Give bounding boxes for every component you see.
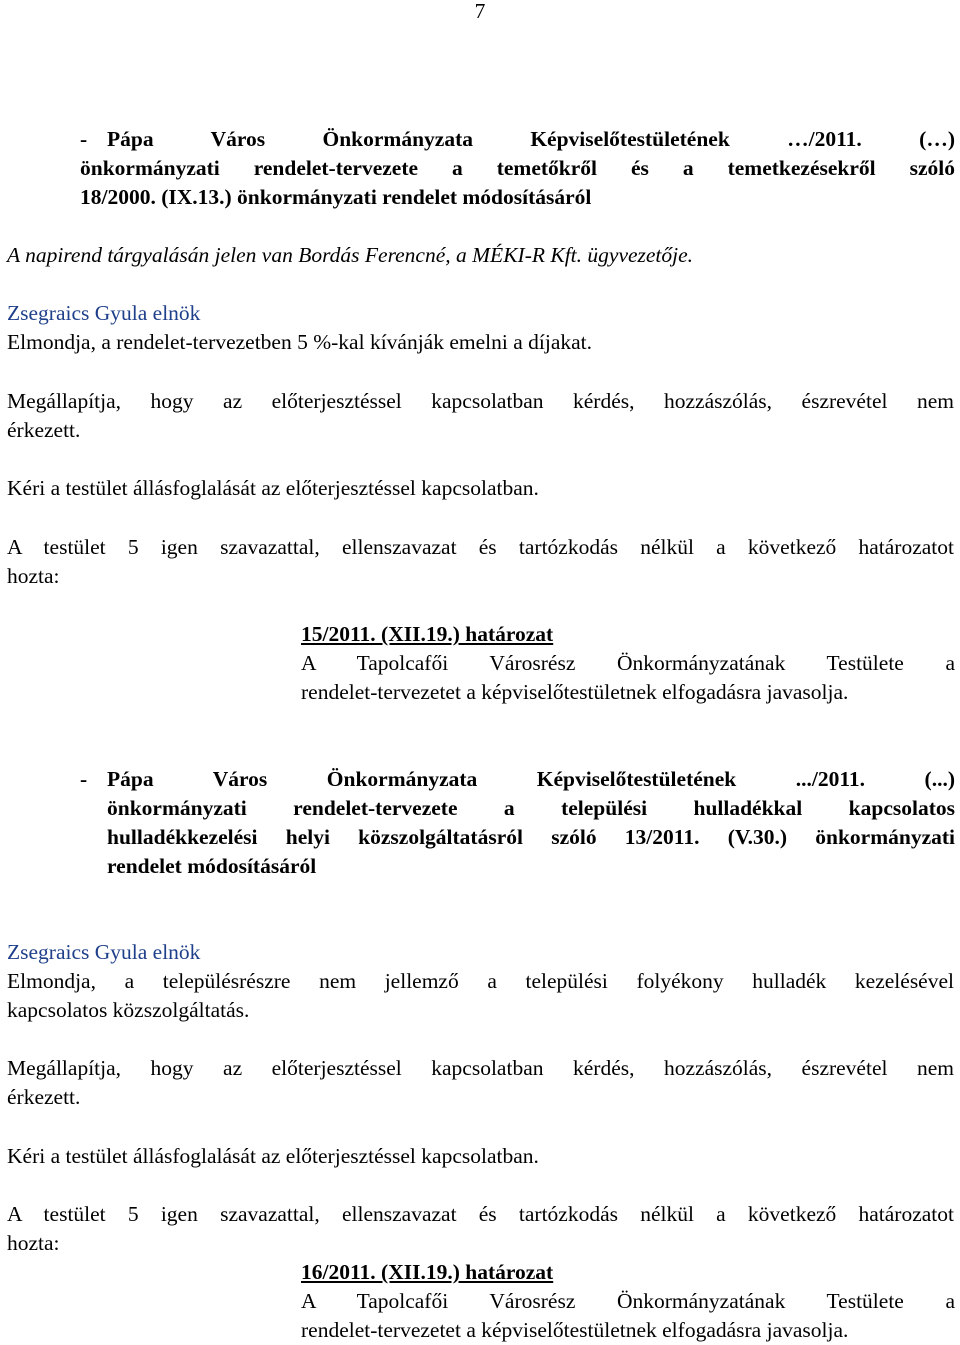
finding-text-cont: érkezett.	[7, 1085, 81, 1109]
resolution-text-cont: rendelet-tervezetet a képviselőtestületnek elfogadásra javasolja.	[301, 680, 849, 704]
vote-text: A testület 5 igen szavazattal, ellenszavazat és tartózkodás nélkül a következő határozatot	[7, 1202, 954, 1226]
agenda-dash: -	[80, 127, 88, 151]
resolution-text: A Tapolcafői Városrész Önkormányzatának Testülete a	[301, 1289, 955, 1313]
request-text: Kéri a testület állásfoglalását az előterjesztéssel kapcsolatban.	[7, 1144, 539, 1168]
agenda-dash: -	[80, 767, 88, 791]
agenda-heading-line: önkormányzati rendelet-tervezete a települési hulladékkal kapcsolatos	[107, 796, 955, 820]
vote-text-cont: hozta:	[7, 1231, 60, 1255]
resolution-title: 16/2011. (XII.19.) határozat	[301, 1260, 554, 1284]
finding-text: Megállapítja, hogy az előterjesztéssel kapcsolatban kérdés, hozzászólás, észrevétel nem	[7, 389, 954, 413]
statement-text: Elmondja, a településrészre nem jellemző a települési folyékony hulladék kezelésével	[7, 969, 954, 993]
agenda-heading-line: 18/2000. (IX.13.) önkormányzati rendelet módosításáról	[80, 185, 592, 209]
presence-note: A napirend tárgyalásán jelen van Bordás Ferencné, a MÉKI-R Kft. ügyvezetője.	[7, 243, 694, 267]
agenda-heading-line: Pápa Város Önkormányzata Képviselőtestületének .../2011. (...)	[107, 767, 955, 791]
finding-text-cont: érkezett.	[7, 418, 81, 442]
speaker-name: Zsegraics Gyula elnök	[7, 940, 201, 964]
statement-text-cont: kapcsolatos közszolgáltatás.	[7, 998, 250, 1022]
resolution-text-cont: rendelet-tervezetet a képviselőtestületnek elfogadásra javasolja.	[301, 1318, 849, 1342]
resolution-text: A Tapolcafői Városrész Önkormányzatának Testülete a	[301, 651, 955, 675]
vote-text: A testület 5 igen szavazattal, ellenszavazat és tartózkodás nélkül a következő határozatot	[7, 535, 954, 559]
agenda-heading-line: rendelet módosításáról	[107, 854, 317, 878]
agenda-item-2-heading-cont	[107, 794, 955, 881]
request-text: Kéri a testület állásfoglalását az előterjesztéssel kapcsolatban.	[7, 476, 539, 500]
agenda-heading-line: Pápa Város Önkormányzata Képviselőtestületének …/2011. (…)	[107, 127, 955, 151]
resolution-title: 15/2011. (XII.19.) határozat	[301, 622, 554, 646]
page-number: 7	[474, 0, 486, 23]
agenda-heading-line: önkormányzati rendelet-tervezete a temetőkről és a temetkezésekről szóló	[80, 156, 955, 180]
speaker-name: Zsegraics Gyula elnök	[7, 301, 201, 325]
agenda-item-1-heading-cont	[80, 154, 955, 212]
statement-text: Elmondja, a rendelet-tervezetben 5 %-kal kívánják emelni a díjakat.	[7, 330, 593, 354]
vote-text-cont: hozta:	[7, 564, 60, 588]
agenda-heading-line: hulladékkezelési helyi közszolgáltatásról szóló 13/2011. (V.30.) önkormányzati	[107, 825, 955, 849]
finding-text: Megállapítja, hogy az előterjesztéssel kapcsolatban kérdés, hozzászólás, észrevétel nem	[7, 1056, 954, 1080]
